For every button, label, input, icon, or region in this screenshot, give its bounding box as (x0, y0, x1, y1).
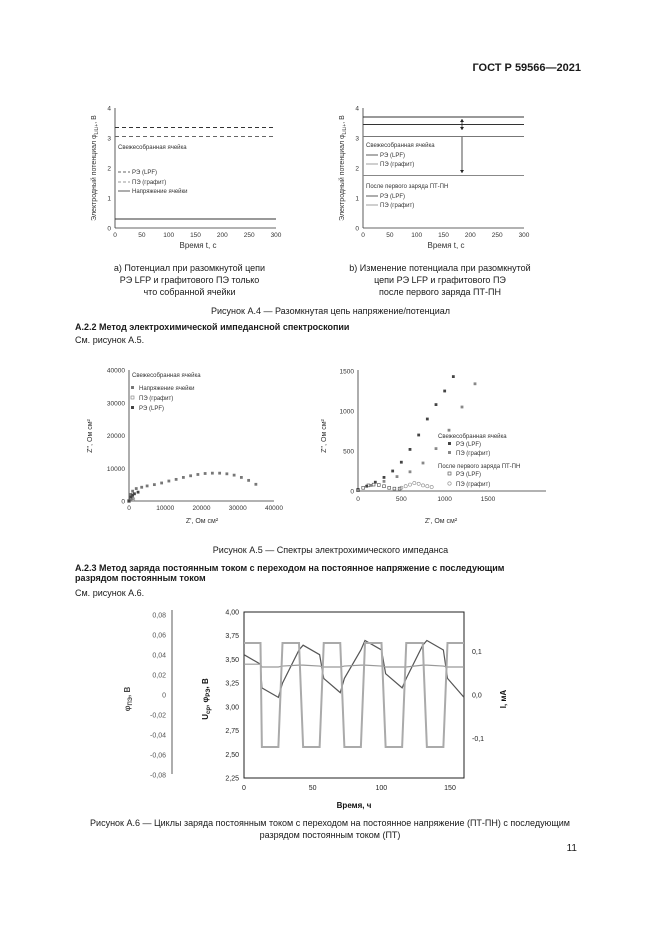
legend-item-after-re: РЭ (LPF) (380, 194, 405, 200)
point-re (137, 491, 140, 494)
y-tick-label: 500 (343, 448, 354, 456)
data-points (128, 472, 258, 503)
left-y-tick-label: 3,00 (225, 704, 239, 712)
point-fresh-pe (474, 382, 477, 385)
subcaption-line: после первого заряда ПТ-ПН (379, 287, 501, 297)
legend-title-after: После первого заряда ПТ-ПН (366, 184, 449, 190)
point-after-re (372, 483, 375, 486)
outer-y-tick-label: 0,04 (152, 652, 166, 660)
legend-title: Свежесобранная ячейка (118, 145, 187, 151)
y-tick-label: 10000 (106, 465, 125, 473)
left-y-tick-label: 4,00 (225, 609, 239, 617)
point-fresh-pe (461, 406, 464, 409)
x-tick-label: 0 (127, 505, 131, 512)
right-y-tick-label: 0,0 (472, 692, 482, 700)
point-cell (225, 472, 228, 475)
y-axis-label: Z'', Ом см² (87, 419, 94, 453)
x-axis-label: Время, ч (336, 801, 372, 810)
point-cell (131, 490, 134, 493)
point-after-pe (408, 483, 411, 486)
point-after-re (362, 486, 365, 489)
y-tick-labels (107, 368, 125, 506)
point-fresh-pe (383, 480, 386, 483)
x-tick-label: 150 (438, 232, 449, 239)
legend-marker-after-re (448, 472, 451, 475)
caption-line: Рисунок А.6 — Циклы заряда постоянным током с переходом на постоянное напряжение (ПТ-ПН) с последующим (90, 818, 570, 828)
outer-y-tick-label: -0,02 (150, 712, 166, 720)
x-tick-label: 30000 (228, 505, 247, 512)
x-tick-label: 1000 (437, 496, 452, 503)
figure-a4-right-chart (336, 96, 541, 256)
outer-y-tick-label: -0,06 (150, 752, 166, 760)
y-tick-labels (355, 106, 359, 233)
figure-a5-right-chart (316, 364, 556, 534)
point-cell (196, 473, 199, 476)
point-fresh-re (417, 434, 420, 437)
y-tick-label: 2 (355, 165, 359, 173)
y-tick-label: 0 (107, 225, 111, 233)
x-tick-label: 0 (242, 785, 246, 792)
x-tick-labels (361, 232, 530, 239)
point-cell (247, 479, 250, 482)
point-cell (254, 483, 257, 486)
point-cell (140, 486, 143, 489)
document-standard-header: ГОСТ Р 59566—2021 (472, 62, 581, 74)
point-fresh-re (391, 470, 394, 473)
x-tick-label: 100 (411, 232, 423, 239)
figure-a4-right-subcaption (330, 262, 550, 298)
section-title-line: А.2.3 Метод заряда постоянным током с переходом на постоянное напряжение с последующим (75, 563, 505, 573)
x-tick-label: 200 (216, 232, 228, 239)
y-tick-label: 1 (355, 195, 359, 203)
outer-y-tick-label: 0,06 (152, 632, 166, 640)
point-fresh-pe (409, 470, 412, 473)
plot-frame (244, 612, 464, 778)
x-tick-label: 50 (386, 232, 394, 239)
x-axis-label: Z', Ом см² (424, 518, 458, 525)
legend-item-fresh-re: РЭ (LPF) (380, 153, 405, 159)
series-lines (244, 640, 464, 747)
x-tick-labels (113, 232, 282, 239)
legend-item-re: РЭ (LPF) (132, 170, 157, 176)
figure-a5-caption: Рисунок А.5 — Спектры электрохимического импеданса (212, 545, 449, 555)
legend-title-after: После первого заряда ПТ-ПН (438, 464, 521, 470)
x-tick-labels (242, 785, 456, 792)
legend-item-fresh-re: РЭ (LPF) (456, 442, 481, 448)
subcaption-line: b) Изменение потенциала при разомкнутой (349, 263, 531, 273)
x-tick-label: 300 (518, 232, 530, 239)
left-y-tick-label: 3,75 (225, 633, 239, 641)
legend-title: Свежесобранная ячейка (132, 373, 201, 379)
legend-item-fresh-pe: ПЭ (графит) (380, 162, 415, 168)
legend-marker-re (131, 406, 134, 409)
y-tick-label: 0 (355, 225, 359, 233)
section-a22-text: См. рисунок А.5. (75, 335, 145, 345)
point-fresh-re (426, 418, 429, 421)
x-tick-label: 0 (356, 496, 360, 503)
left-y-tick-label: 3,25 (225, 680, 239, 688)
figure-a6-caption (30, 817, 630, 841)
point-cell (153, 483, 156, 486)
left-y-tick-label: 2,75 (225, 728, 239, 736)
point-fresh-pe (422, 462, 425, 465)
y-tick-label: 30000 (106, 400, 125, 408)
figure-a4-left-subcaption (92, 262, 287, 298)
outer-y-tick-label: -0,04 (150, 732, 166, 740)
legend-item-re: РЭ (LPF) (139, 406, 164, 412)
point-cell (233, 474, 236, 477)
point-re (133, 492, 136, 495)
point-cell (146, 485, 149, 488)
legend-item-after-re: РЭ (LPF) (456, 472, 481, 478)
x-tick-label: 0 (113, 232, 117, 239)
legend-marker-fresh-re (448, 442, 451, 445)
subcaption-line: РЭ LFP и графитового ПЭ только (119, 275, 260, 285)
x-tick-label: 1500 (480, 496, 496, 503)
point-fresh-re (383, 476, 386, 479)
point-cell (189, 474, 192, 477)
point-cell (135, 487, 138, 490)
x-tick-label: 20000 (192, 505, 211, 512)
y-axis-label: Электродный потенциал $\varphi_{LiLi+}$, В (339, 115, 348, 221)
x-tick-label: 100 (375, 785, 388, 792)
point-fresh-pe (448, 429, 451, 432)
subcaption-line: а) Потенциал при разомкнутой цепи (113, 263, 266, 273)
point-after-pe (417, 482, 420, 485)
legend-item-pe: ПЭ (графит) (132, 180, 167, 186)
legend-marker-pe (131, 396, 134, 399)
point-cell (160, 482, 163, 485)
point-after-re (377, 484, 380, 487)
outer-y-tick-label: -0,08 (150, 772, 166, 780)
point-cell (167, 480, 170, 483)
legend-title-fresh: Свежесобранная ячейка (366, 143, 435, 149)
series-line-phi-re (244, 664, 464, 667)
point-fresh-re (409, 448, 412, 451)
axes-frame (358, 370, 546, 491)
legend-item-fresh-pe: ПЭ (графит) (456, 451, 491, 457)
section-a23-title (75, 563, 595, 583)
point-fresh-re (443, 390, 446, 393)
x-axis-label: Время t, с (179, 241, 217, 250)
legend-item-pe: ПЭ (графит) (139, 396, 174, 402)
point-fresh-re (400, 461, 403, 464)
point-after-re (388, 486, 391, 489)
y-tick-label: 0 (121, 498, 125, 506)
subcaption-line: цепи РЭ LFP и графитового ПЭ (374, 275, 506, 285)
right-y-axis-label: I, мА (499, 689, 508, 709)
legend-title-fresh: Свежесобранная ячейка (438, 434, 507, 440)
caption-line: разрядом постоянным током (ПТ) (259, 830, 401, 840)
point-after-pe (400, 486, 403, 489)
axes-frame (363, 108, 524, 228)
y-tick-label: 3 (355, 135, 359, 143)
x-axis-label: Z', Ом см² (185, 518, 219, 525)
right-y-tick-labels (472, 649, 484, 743)
series-line-ucp (244, 640, 464, 697)
outer-y-tick-label: 0,08 (152, 612, 166, 620)
section-title-line: разрядом постоянным током (75, 573, 206, 583)
x-tick-label: 300 (270, 232, 282, 239)
point-fresh-pe (357, 489, 360, 492)
x-tick-label: 250 (491, 232, 503, 239)
y-axis-label: Электродный потенциал $\varphi_{LiLi+}$, В (91, 115, 100, 221)
x-tick-label: 500 (395, 496, 407, 503)
point-after-pe (404, 485, 407, 488)
point-cell (240, 476, 243, 479)
outer-y-tick-label: 0,02 (152, 672, 166, 680)
x-tick-label: 40000 (264, 505, 284, 512)
point-fresh-pe (396, 475, 399, 478)
section-a22-title: А.2.2 Метод электрохимической импедансной спектроскопии (75, 322, 350, 332)
x-axis-label: Время t, с (427, 241, 465, 250)
left-y-tick-label: 2,50 (225, 751, 239, 759)
x-tick-labels (356, 496, 495, 503)
y-tick-label: 4 (355, 105, 359, 113)
outer-y-tick-label: 0 (162, 692, 166, 700)
page-number: 11 (566, 843, 577, 854)
point-fresh-re (452, 375, 455, 378)
potential-change-arrows (460, 119, 464, 173)
point-after-pe (413, 481, 416, 484)
x-tick-label: 150 (444, 785, 456, 792)
legend-item-cell: Напряжение ячейки (132, 189, 188, 195)
figure-a5-left-chart (84, 364, 284, 534)
y-axis-label: Z'', Ом см² (321, 419, 328, 453)
right-y-tick-label: -0,1 (472, 735, 485, 743)
y-tick-label: 3 (107, 135, 111, 143)
point-fresh-re (365, 485, 368, 488)
point-after-pe (421, 484, 424, 487)
left-y-tick-label: 3,50 (225, 656, 239, 664)
y-tick-labels (340, 369, 355, 496)
legend-item-after-pe: ПЭ (графит) (380, 203, 415, 209)
series-line-current (244, 643, 464, 747)
legend-marker-cell (131, 386, 134, 389)
point-after-pe (426, 485, 429, 488)
x-tick-label: 150 (190, 232, 201, 239)
right-y-tick-label: 0,1 (472, 649, 482, 657)
outer-y-tick-labels (150, 613, 166, 780)
y-tick-label: 0 (350, 488, 354, 496)
x-tick-label: 10000 (156, 505, 175, 512)
y-tick-label: 40000 (106, 367, 125, 375)
y-tick-label: 1000 (339, 408, 354, 416)
point-cell (211, 472, 214, 475)
legend-item-cell: Напряжение ячейки (139, 386, 195, 392)
point-re (128, 500, 131, 503)
point-after-pe (430, 485, 433, 488)
outer-y-axis-label: $\varphi_{ПЭ}$, В (123, 686, 134, 712)
point-after-re (383, 485, 386, 488)
point-cell (175, 478, 178, 481)
x-tick-label: 250 (243, 232, 255, 239)
x-tick-label: 200 (464, 232, 476, 239)
left-y-tick-labels (225, 610, 239, 783)
y-tick-label: 2 (107, 165, 111, 173)
y-tick-label: 20000 (106, 433, 125, 440)
y-tick-label: 1 (107, 195, 111, 203)
legend-marker-after-pe (448, 482, 451, 485)
x-tick-labels (127, 505, 283, 512)
x-tick-label: 50 (308, 785, 317, 792)
subcaption-line: что собранной ячейки (143, 287, 236, 297)
section-a23-text: См. рисунок А.6. (75, 588, 145, 598)
point-cell (182, 476, 185, 479)
x-tick-label: 50 (138, 232, 146, 239)
point-cell (218, 472, 221, 475)
legend-item-after-pe: ПЭ (графит) (456, 482, 491, 488)
point-cell (204, 472, 207, 475)
figure-a4-left-chart (88, 96, 293, 256)
figure-a6-chart (116, 604, 516, 816)
axes-frame (115, 108, 276, 228)
point-fresh-pe (435, 447, 438, 450)
point-fresh-re (435, 403, 438, 406)
legend-marker-fresh-pe (448, 451, 451, 454)
left-y-tick-label: 2,25 (225, 775, 239, 783)
y-tick-labels (107, 106, 111, 233)
point-after-re (393, 487, 396, 490)
x-tick-label: 100 (163, 232, 175, 239)
y-tick-label: 1500 (339, 368, 354, 376)
x-tick-label: 0 (361, 232, 365, 239)
figure-a4-caption: Рисунок А.4 — Разомкнутая цепь напряжение/потенциал (211, 306, 450, 316)
y-tick-label: 4 (107, 105, 111, 113)
left-y-axis-label: $U_{ср}$, $\varphi_{РЭ}$, В (201, 678, 212, 720)
